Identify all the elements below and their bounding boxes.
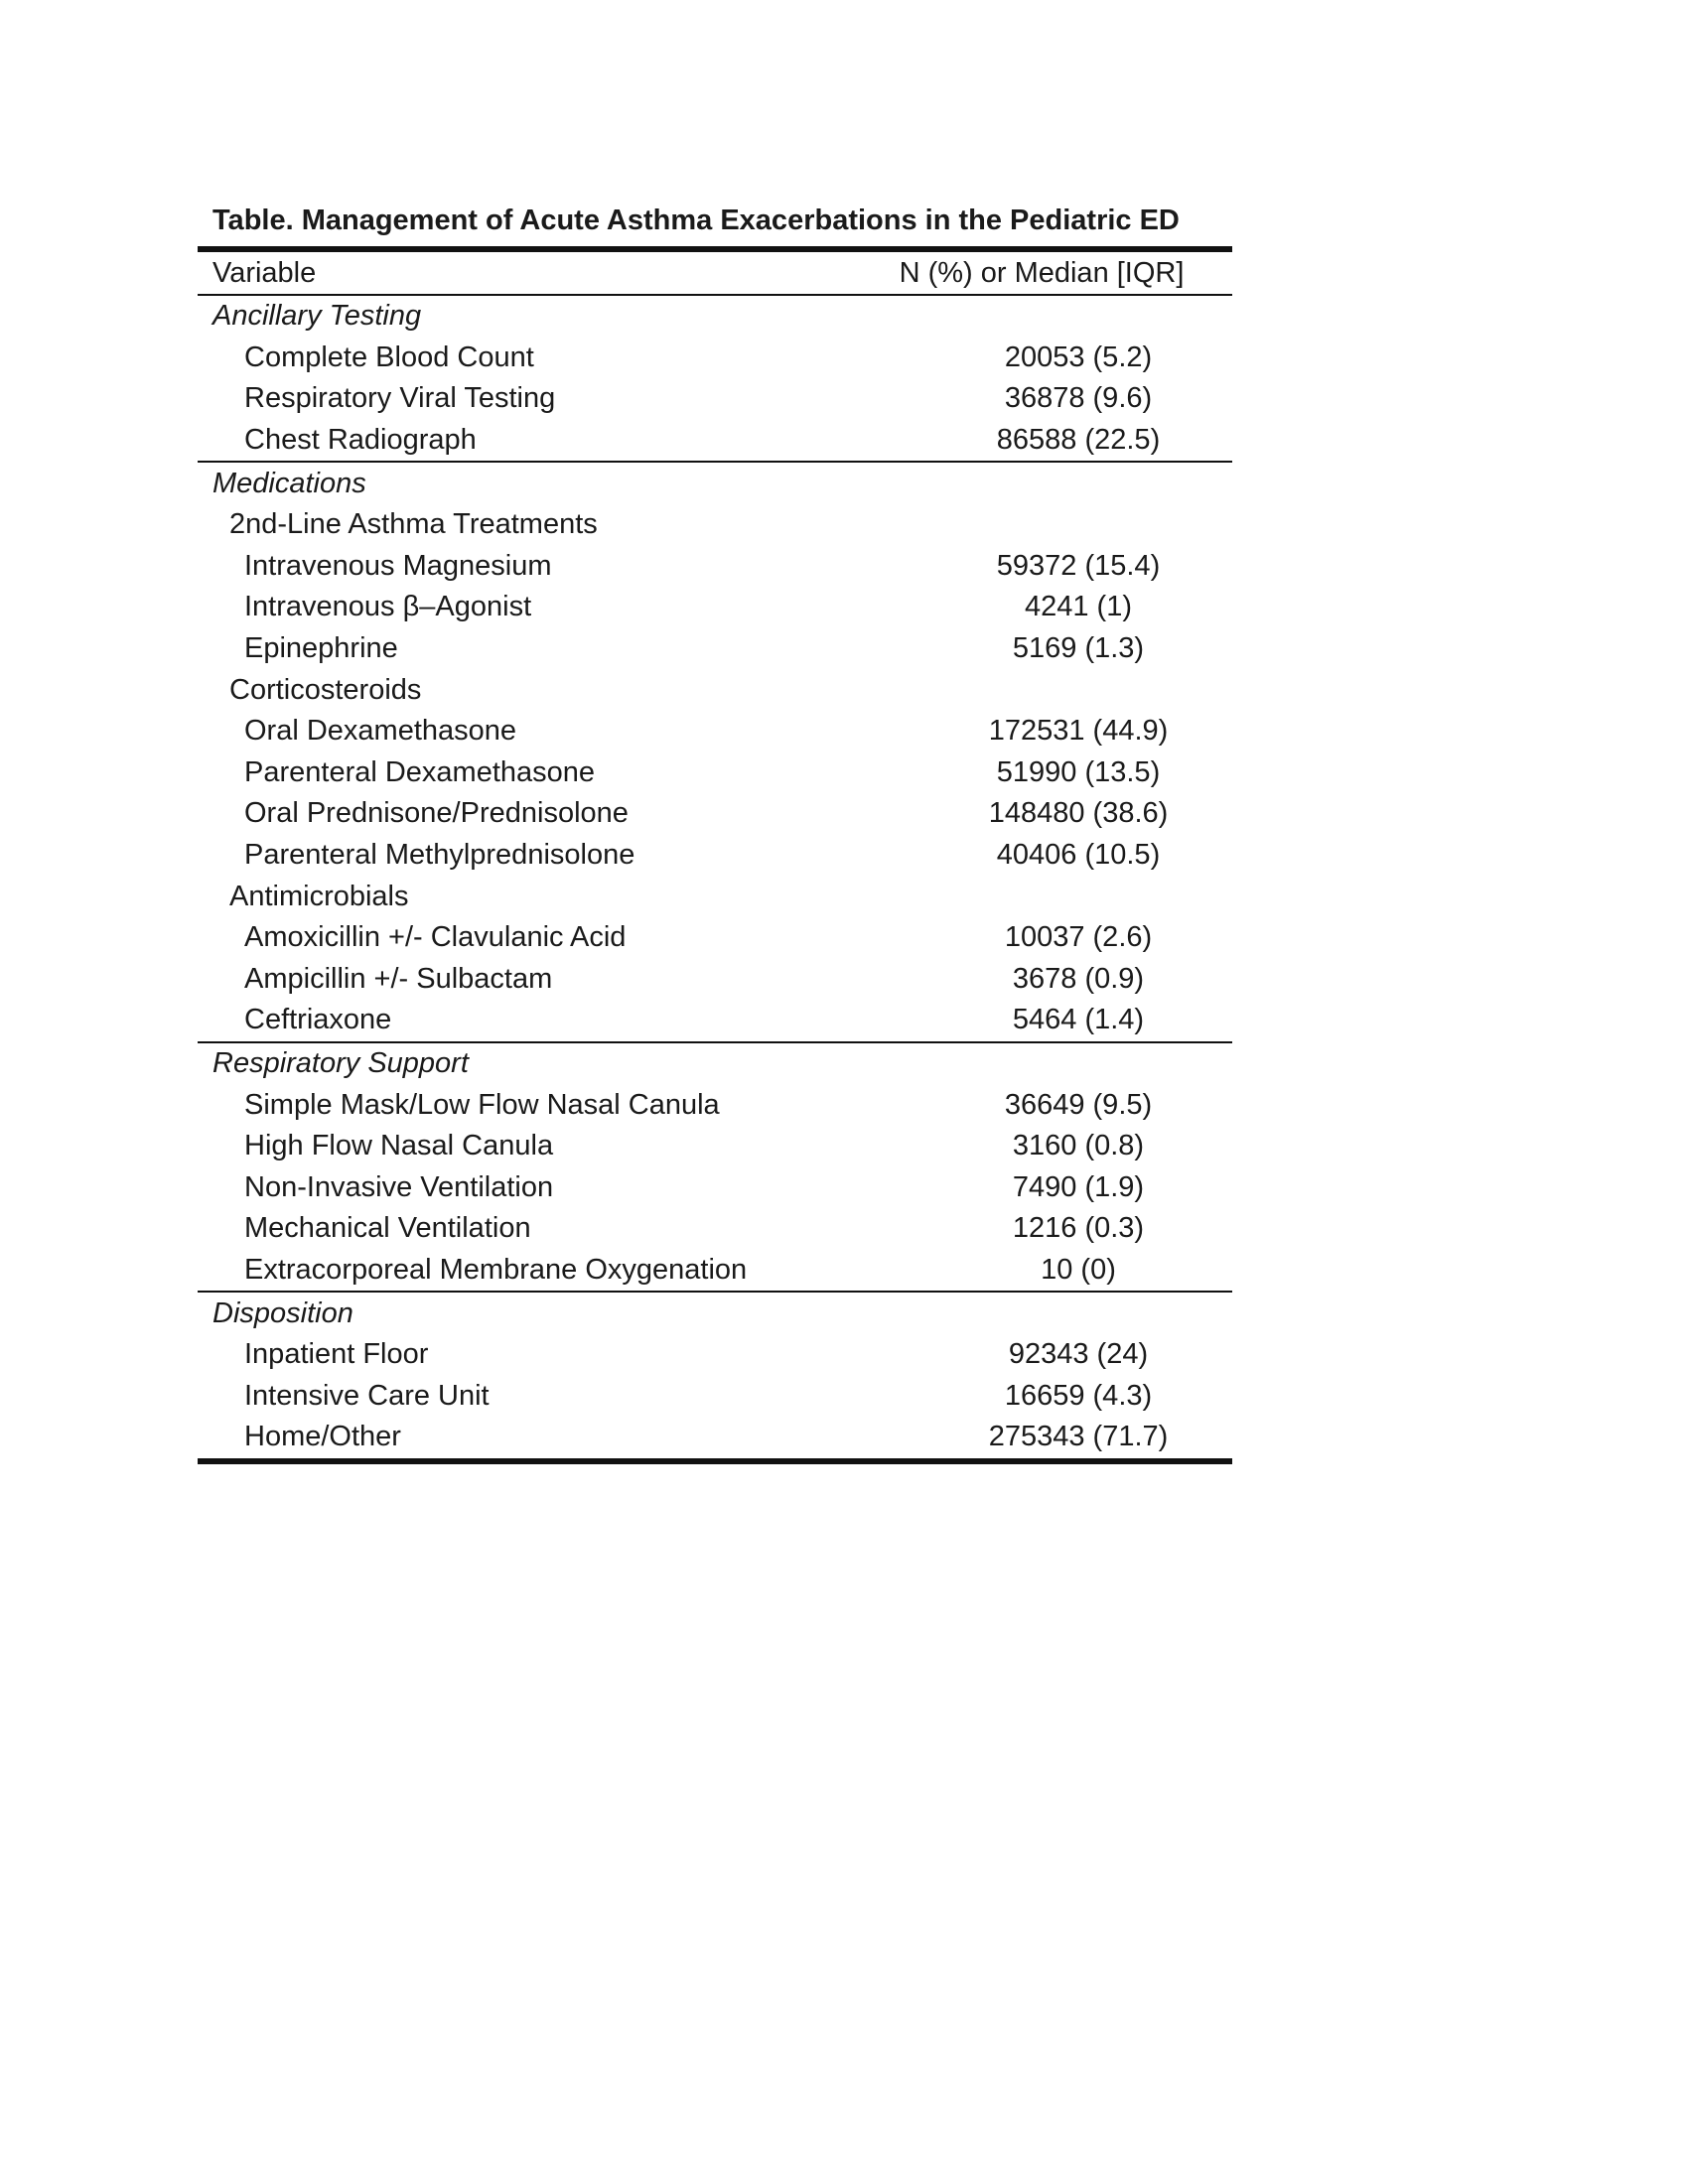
row-value: 20053 (5.2) — [1004, 341, 1153, 373]
row-label: Non-Invasive Ventilation — [244, 1170, 554, 1203]
row-label: Ampicillin +/- Sulbactam — [244, 962, 553, 995]
table-row — [198, 835, 1232, 877]
table-row — [198, 628, 1232, 670]
row-label: High Flow Nasal Canula — [244, 1130, 554, 1162]
table-section — [198, 296, 1232, 461]
row-value: 275343 (71.7) — [988, 1421, 1169, 1453]
row-value: 148480 (38.6) — [988, 797, 1169, 830]
row-label: Chest Radiograph — [244, 424, 477, 457]
table-header-row — [198, 252, 1232, 294]
row-label: Mechanical Ventilation — [244, 1212, 531, 1245]
row-label: Complete Blood Count — [244, 341, 534, 373]
row-label: Respiratory Viral Testing — [244, 382, 556, 415]
table-row — [198, 793, 1232, 835]
row-value: 86588 (22.5) — [996, 424, 1161, 457]
row-label: Epinephrine — [244, 632, 398, 665]
row-value: 51990 (13.5) — [996, 755, 1161, 788]
table-row — [198, 338, 1232, 379]
table-row — [198, 1084, 1232, 1126]
row-value: 36649 (9.5) — [1004, 1088, 1153, 1121]
row-value: 40406 (10.5) — [996, 839, 1161, 872]
section-title: Disposition — [212, 1297, 353, 1329]
section-title: Respiratory Support — [212, 1046, 469, 1079]
subgroup-row — [198, 876, 1232, 917]
row-label: Amoxicillin +/- Clavulanic Acid — [244, 921, 627, 954]
row-value: 3160 (0.8) — [1012, 1130, 1145, 1162]
table-row — [198, 959, 1232, 1001]
row-value: 36878 (9.6) — [1004, 382, 1153, 415]
row-value: 92343 (24) — [1008, 1338, 1149, 1371]
bottom-rule — [198, 1458, 1232, 1464]
subgroup-row — [198, 669, 1232, 711]
row-label: Home/Other — [244, 1421, 401, 1453]
row-label: Intravenous β–Agonist — [244, 591, 532, 623]
row-value: 1216 (0.3) — [1012, 1212, 1145, 1245]
row-label: Simple Mask/Low Flow Nasal Canula — [244, 1088, 720, 1121]
row-label: Ceftriaxone — [244, 1004, 392, 1036]
table-row — [198, 1166, 1232, 1208]
table-row — [198, 917, 1232, 959]
table-row — [198, 1126, 1232, 1167]
table-section — [198, 461, 1232, 1040]
row-label: Oral Prednisone/Prednisolone — [244, 797, 629, 830]
subgroup-label: Antimicrobials — [229, 880, 409, 912]
table-row — [198, 752, 1232, 794]
results-table — [198, 195, 1232, 1464]
row-label: Oral Dexamethasone — [244, 715, 517, 748]
row-label: Intravenous Magnesium — [244, 549, 552, 582]
section-title: Medications — [212, 467, 366, 499]
subgroup-label: 2nd-Line Asthma Treatments — [229, 508, 598, 541]
row-label: Parenteral Methylprednisolone — [244, 839, 635, 872]
section-title: Ancillary Testing — [212, 300, 422, 333]
table-row — [198, 1208, 1232, 1250]
row-value: 4241 (1) — [1024, 591, 1132, 623]
row-label: Extracorporeal Membrane Oxygenation — [244, 1253, 748, 1286]
row-value: 59372 (15.4) — [996, 549, 1161, 582]
table-row — [198, 1334, 1232, 1376]
section-header-row — [198, 1293, 1232, 1334]
row-value: 3678 (0.9) — [1012, 962, 1145, 995]
row-value: 7490 (1.9) — [1012, 1170, 1145, 1203]
row-value: 10 (0) — [1041, 1253, 1116, 1286]
table-section — [198, 1041, 1232, 1292]
table-body — [198, 296, 1232, 1458]
section-header-row — [198, 463, 1232, 504]
row-label: Inpatient Floor — [244, 1338, 429, 1371]
header-variable: Variable — [212, 256, 317, 289]
table-title: Table. Management of Acute Asthma Exacerbations in the Pediatric ED — [212, 205, 1180, 236]
table-row — [198, 546, 1232, 588]
row-label: Intensive Care Unit — [244, 1379, 490, 1412]
row-value: 172531 (44.9) — [988, 715, 1169, 748]
row-value: 5169 (1.3) — [1012, 632, 1145, 665]
table-section — [198, 1291, 1232, 1457]
subgroup-row — [198, 504, 1232, 546]
table-row — [198, 1375, 1232, 1417]
table-row — [198, 587, 1232, 628]
row-value: 16659 (4.3) — [1004, 1379, 1153, 1412]
table-row — [198, 378, 1232, 420]
row-label: Parenteral Dexamethasone — [244, 755, 596, 788]
section-header-row — [198, 1043, 1232, 1085]
header-value: N (%) or Median [IQR] — [899, 256, 1185, 289]
table-row — [198, 1250, 1232, 1292]
subgroup-label: Corticosteroids — [229, 673, 422, 706]
table-row — [198, 1417, 1232, 1458]
table-row — [198, 420, 1232, 462]
row-value: 5464 (1.4) — [1012, 1004, 1145, 1036]
section-header-row — [198, 296, 1232, 338]
table-row — [198, 711, 1232, 752]
table-row — [198, 1000, 1232, 1041]
row-value: 10037 (2.6) — [1004, 921, 1153, 954]
